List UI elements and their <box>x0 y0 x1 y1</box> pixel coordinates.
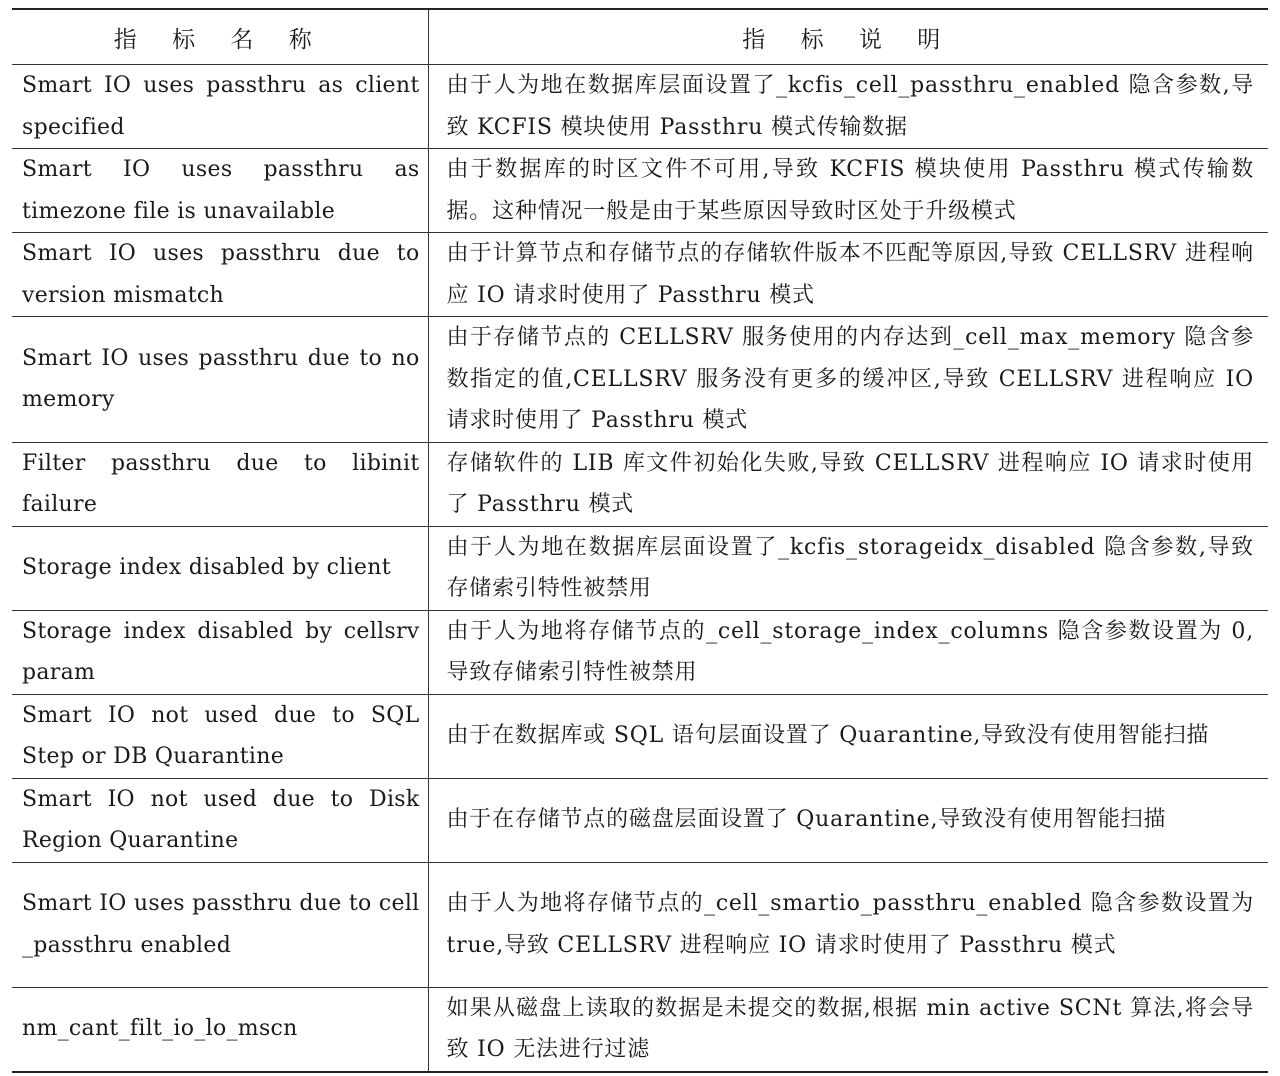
metric-description-cell: 由于计算节点和存储节点的存储软件版本不匹配等原因,导致 CELLSRV 进程响应 IO 请求时使用了 Passthru 模式 <box>428 233 1268 317</box>
header-metric-name: 指 标 名 称 <box>12 9 428 65</box>
metric-description-cell: 由于在数据库或 SQL 语句层面设置了 Quarantine,导致没有使用智能扫描 <box>428 694 1268 778</box>
table-row <box>12 862 1268 987</box>
metric-description-cell: 由于人为地在数据库层面设置了_kcfis_storageidx_disabled 隐含参数,导致存储索引特性被禁用 <box>428 526 1268 610</box>
table-row <box>12 149 1268 233</box>
table-row <box>12 233 1268 317</box>
metrics-table-container <box>12 8 1268 1073</box>
header-metric-description: 指 标 说 明 <box>428 9 1268 65</box>
metric-name-cell: nm_cant_filt_io_lo_mscn <box>12 987 428 1072</box>
metric-description-cell: 由于人为地在数据库层面设置了_kcfis_cell_passthru_enabled 隐含参数,导致 KCFIS 模块使用 Passthru 模式传输数据 <box>428 65 1268 149</box>
metric-description-cell: 如果从磁盘上读取的数据是未提交的数据,根据 min active SCNt 算法,将会导致 IO 无法进行过滤 <box>428 987 1268 1072</box>
metric-name-cell: Smart IO uses passthru due to no memory <box>12 317 428 443</box>
metric-description-cell: 由于人为地将存储节点的_cell_smartio_passthru_enabled 隐含参数设置为 true,导致 CELLSRV 进程响应 IO 请求时使用了 Passthru 模式 <box>428 862 1268 987</box>
metric-description-cell: 由于数据库的时区文件不可用,导致 KCFIS 模块使用 Passthru 模式传输数据。这种情况一般是由于某些原因导致时区处于升级模式 <box>428 149 1268 233</box>
table-row <box>12 317 1268 443</box>
table-header-row <box>12 9 1268 65</box>
table-row <box>12 778 1268 862</box>
metric-name-cell: Smart IO uses passthru due to version mismatch <box>12 233 428 317</box>
metric-description-cell: 由于人为地将存储节点的_cell_storage_index_columns 隐含参数设置为 0,导致存储索引特性被禁用 <box>428 610 1268 694</box>
metric-name-cell: Smart IO uses passthru due to cell _passthru enabled <box>12 862 428 987</box>
metrics-table <box>12 8 1268 1073</box>
metric-description-cell: 由于存储节点的 CELLSRV 服务使用的内存达到_cell_max_memory 隐含参数指定的值,CELLSRV 服务没有更多的缓冲区,导致 CELLSRV 进程响应 IO 请求时使用了 Passthru 模式 <box>428 317 1268 443</box>
metric-name-cell: Storage index disabled by client <box>12 526 428 610</box>
table-row <box>12 987 1268 1072</box>
metric-name-cell: Smart IO not used due to Disk Region Quarantine <box>12 778 428 862</box>
metric-name-cell: Filter passthru due to libinit failure <box>12 442 428 526</box>
table-row <box>12 442 1268 526</box>
table-row <box>12 610 1268 694</box>
metric-description-cell: 存储软件的 LIB 库文件初始化失败,导致 CELLSRV 进程响应 IO 请求时使用了 Passthru 模式 <box>428 442 1268 526</box>
metric-description-cell: 由于在存储节点的磁盘层面设置了 Quarantine,导致没有使用智能扫描 <box>428 778 1268 862</box>
metric-name-cell: Smart IO uses passthru as timezone file is unavailable <box>12 149 428 233</box>
table-row <box>12 526 1268 610</box>
table-row <box>12 694 1268 778</box>
metric-name-cell: Smart IO not used due to SQL Step or DB Quarantine <box>12 694 428 778</box>
table-row <box>12 65 1268 149</box>
metric-name-cell: Storage index disabled by cellsrv param <box>12 610 428 694</box>
metric-name-cell: Smart IO uses passthru as client specified <box>12 65 428 149</box>
